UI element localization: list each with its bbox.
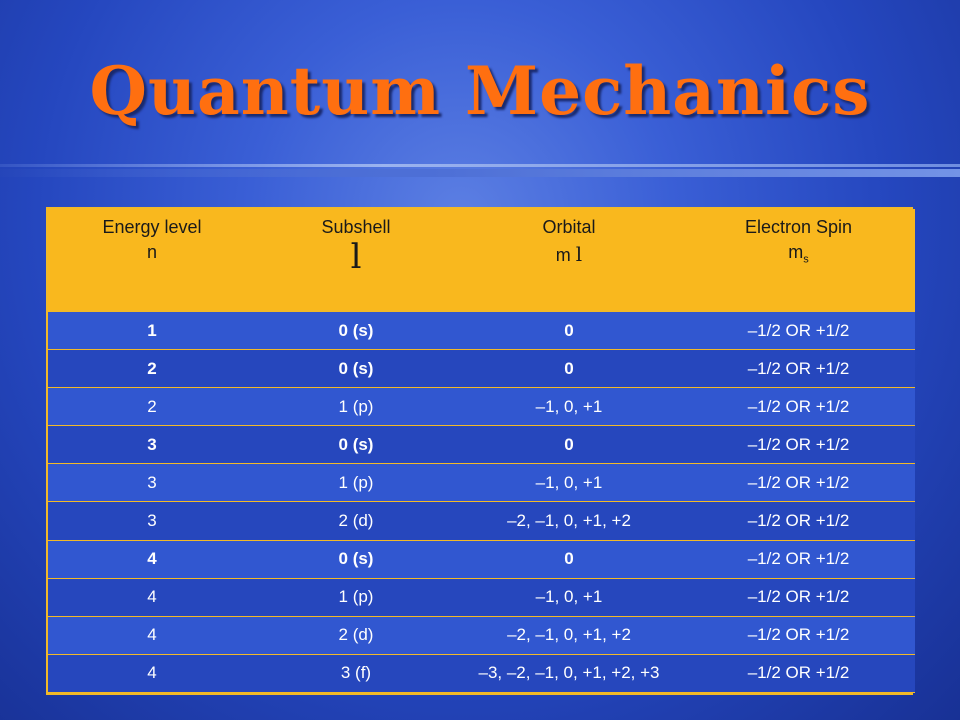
table-row [48,464,915,502]
cell-energy-level: 3 [48,502,256,540]
table-body [48,311,915,693]
header-energy-level-symbol: n [146,242,157,262]
header-orbital [456,209,682,311]
cell-orbital: 0 [456,426,682,464]
table-row [48,350,915,388]
header-orbital-label: Orbital [542,217,596,237]
cell-energy-level: 3 [48,426,256,464]
cell-electron-spin: –1/2 OR +1/2 [682,350,915,388]
cell-orbital: –1, 0, +1 [456,578,682,616]
cell-electron-spin: –1/2 OR +1/2 [682,654,915,692]
cell-electron-spin: –1/2 OR +1/2 [682,388,915,426]
cell-energy-level: 4 [48,540,256,578]
cell-energy-level: 3 [48,464,256,502]
table-row [48,426,915,464]
header-subshell [256,209,456,311]
table-row [48,616,915,654]
table-row [48,502,915,540]
cell-subshell: 1 (p) [256,388,456,426]
cell-energy-level: 2 [48,350,256,388]
cell-subshell: 0 (s) [256,540,456,578]
cell-orbital: –2, –1, 0, +1, +2 [456,616,682,654]
cell-subshell: 2 (d) [256,616,456,654]
cell-electron-spin: –1/2 OR +1/2 [682,540,915,578]
header-electron-spin-label: Electron Spin [744,217,853,237]
cell-subshell: 0 (s) [256,426,456,464]
quantum-numbers-table [48,209,915,693]
table-row [48,654,915,692]
cell-energy-level: 4 [48,616,256,654]
divider-line-top [0,164,960,167]
header-electron-spin-symbol: $m_s$ [788,242,809,266]
cell-subshell: 0 (s) [256,350,456,388]
cell-subshell: 1 (p) [256,464,456,502]
table-row [48,578,915,616]
cell-orbital: 0 [456,540,682,578]
cell-orbital: –2, –1, 0, +1, +2 [456,502,682,540]
cell-subshell: 2 (d) [256,502,456,540]
header-subshell-symbol: l [350,237,362,277]
quantum-numbers-table-frame [46,207,913,695]
header-electron-spin [682,209,915,311]
cell-electron-spin: –1/2 OR +1/2 [682,578,915,616]
header-energy-level-label: Energy level [102,217,202,237]
cell-subshell: 3 (f) [256,654,456,692]
cell-energy-level: 2 [48,388,256,426]
divider-line-bottom [0,169,960,177]
cell-subshell: 0 (s) [256,311,456,350]
header-energy-level [48,209,256,311]
cell-orbital: 0 [456,311,682,350]
cell-energy-level: 4 [48,654,256,692]
header-subshell-label: Subshell [321,217,391,237]
cell-orbital: –3, –2, –1, 0, +1, +2, +3 [456,654,682,692]
cell-subshell: 1 (p) [256,578,456,616]
cell-orbital: 0 [456,350,682,388]
cell-electron-spin: –1/2 OR +1/2 [682,464,915,502]
cell-energy-level: 4 [48,578,256,616]
cell-electron-spin: –1/2 OR +1/2 [682,502,915,540]
title-divider [0,164,960,178]
cell-energy-level: 1 [48,311,256,350]
table-row [48,388,915,426]
table-header-row [48,209,915,311]
slide-title: Quantum Mechanics [89,52,871,130]
cell-orbital: –1, 0, +1 [456,388,682,426]
table-row [48,311,915,350]
table-row [48,540,915,578]
cell-electron-spin: –1/2 OR +1/2 [682,426,915,464]
cell-orbital: –1, 0, +1 [456,464,682,502]
cell-electron-spin: –1/2 OR +1/2 [682,616,915,654]
header-orbital-symbol: m l [555,242,583,266]
cell-electron-spin: –1/2 OR +1/2 [682,311,915,350]
